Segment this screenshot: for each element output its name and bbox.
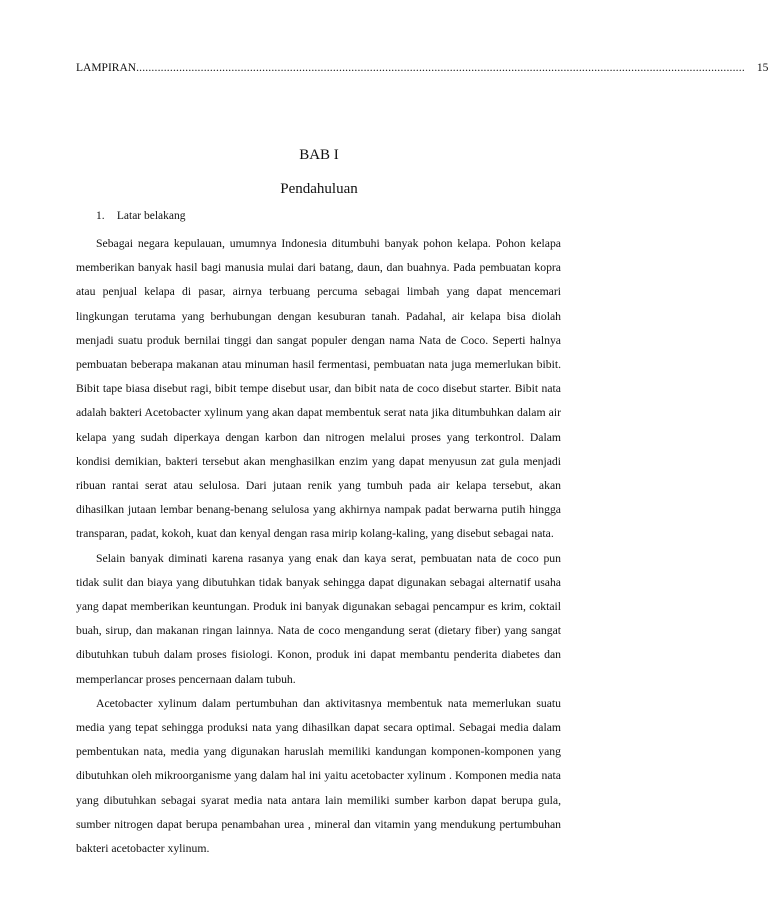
section-heading [96,209,186,223]
body-text [76,232,561,861]
chapter-number: BAB I [299,147,339,163]
paragraph-2: Selain banyak diminati karena rasanya yang enak dan kaya serat, pembuatan nata de coco pun tidak sulit dan biaya yang dibutuhkan tidak banyak sehingga dapat digunakan sebagai alternatif usaha yang dapat memberikan keuntungan. Produk ini banyak digunakan sebagai pencampur es krim, coktail buah, sirup, dan makanan ringan lainnya. Nata de coco mengandung serat (dietary fiber) yang sangat dibutuhkan tubuh dalam proses fisiologi. Konon, produk ini dapat membantu penderita diabetes dan memperlancar proses pencernaan dalam tubuh. [76,551,561,686]
chapter-title: Pendahuluan [280,181,358,197]
toc-dot-leader: ...................................................................................................................................................................................................... [136,62,745,74]
section-number: 1. [96,210,105,222]
toc-entry-lampiran[interactable] [76,61,768,75]
toc-page-number: 15 [756,62,768,74]
toc-entry-label: LAMPIRAN [76,62,137,74]
section-title: Latar belakang [116,210,186,222]
paragraph-3: Acetobacter xylinum dalam pertumbuhan dan aktivitasnya membentuk nata memerlukan suatu media yang tepat sehingga produksi nata yang dihasilkan dapat secara optimal. Sebagai media dalam pembentukan nata, media yang digunakan haruslah memiliki kandungan komponen-komponen yang dibutuhkan oleh mikroorganisme yang dalam hal ini yaitu acetobacter xylinum . Komponen media nata yang dibutuhkan sebagai syarat media nata antara lain memiliki sumber karbon dapat berupa gula, sumber nitrogen dapat berupa penambahan urea , mineral dan vitamin yang mendukung pertumbuhan bakteri acetobacter xylinum. [76,696,561,856]
paragraph-1: Sebagai negara kepulauan, umumnya Indonesia ditumbuhi banyak pohon kelapa. Pohon kelapa memberikan banyak hasil bagi manusia mulai dari batang, daun, dan buahnya. Pada pembuatan kopra atau penjual kelapa di pasar, airnya terbuang percuma sebagai limbah yang dapat mencemari lingkungan terutama yang berhubungan dengan kesuburan tanah. Padahal, air kelapa bisa diolah menjadi suatu produk bernilai tinggi dan sangat populer dengan nama Nata de Coco. Seperti halnya pembuatan beberapa makanan atau minuman hasil fermentasi, pembuatan nata juga memerlukan bibit. Bibit tape biasa disebut ragi, bibit tempe disebut usar, dan bibit nata de coco disebut starter. Bibit nata adalah bakteri Acetobacter xylinum yang akan dapat membentuk serat nata jika ditumbuhkan dalam air kelapa yang sudah diperkaya dengan karbon dan nitrogen melalui proses yang terkontrol. Dalam kondisi demikian, bakteri tersebut akan menghasilkan enzim yang dapat menyusun zat gula menjadi ribuan rantai serat atau selulosa. Dari jutaan renik yang tumbuh pada air kelapa tersebut, akan dihasilkan jutaan lembar benang-benang selulosa yang akhirnya nampak padat berwarna putih hingga transparan, padat, kokoh, kuat dan kenyal dengan rasa mirip kolang-kaling, yang disebut sebagai nata. [76,237,561,541]
